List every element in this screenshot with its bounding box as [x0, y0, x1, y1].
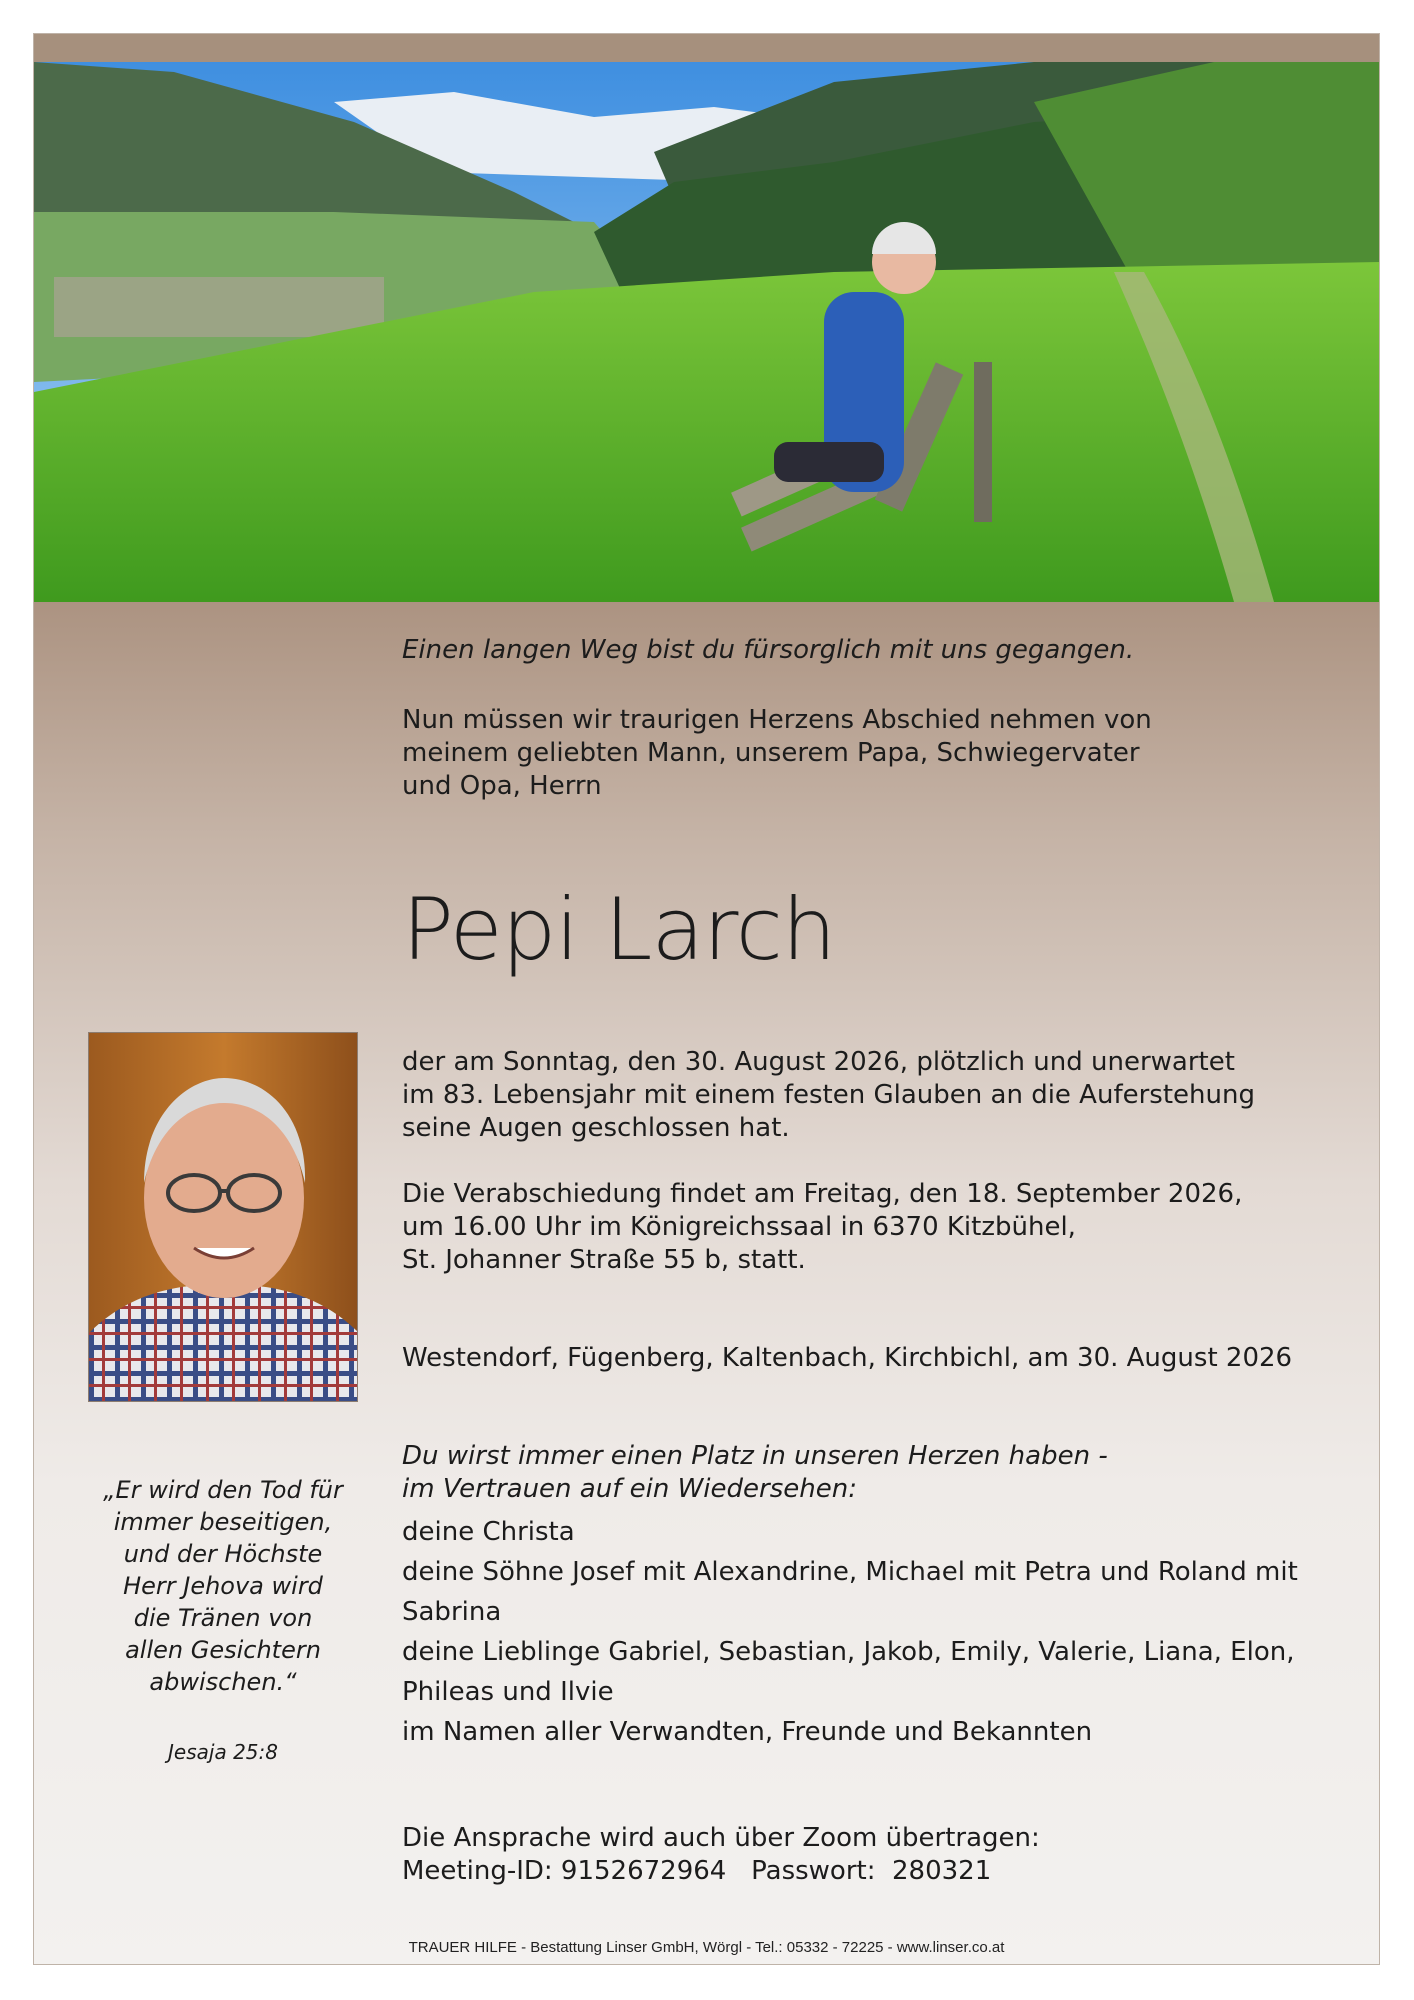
intro-line: Nun müssen wir traurigen Herzens Abschied nehmen von — [402, 705, 1152, 735]
family-line: deine Lieblinge Gabriel, Sebastian, Jakob, Emily, Valerie, Liana, Elon, — [402, 1637, 1295, 1667]
footer-imprint: TRAUER HILFE - Bestattung Linser GmbH, Wörgl - Tel.: 05332 - 72225 - www.linser.co.at — [408, 1939, 1005, 1956]
quote-reference: Jesaja 25:8 — [168, 1740, 278, 1764]
quote-line: allen Gesichtern — [125, 1636, 321, 1664]
family-line: deine Christa — [402, 1517, 575, 1547]
farewell-line: Du wirst immer einen Platz in unseren Herzen haben - — [402, 1441, 1108, 1471]
zoom-line: Die Ansprache wird auch über Zoom übertragen: — [402, 1823, 1040, 1853]
zoom-credentials: Meeting-ID: 9152672964 Passwort: 280321 — [402, 1856, 992, 1886]
landscape-photo — [34, 62, 1380, 602]
zoom-info — [402, 1822, 1362, 1888]
quote-line: und der Höchste — [123, 1540, 323, 1568]
intro-line: und Opa, Herrn — [402, 771, 602, 801]
places-date: Westendorf, Fügenberg, Kaltenbach, Kirchbichl, am 30. August 2026 — [402, 1343, 1293, 1373]
death-line: im 83. Lebensjahr mit einem festen Glauben an die Auferstehung — [402, 1080, 1255, 1110]
lead-sentence: Einen langen Weg bist du fürsorglich mit uns gegangen. — [402, 635, 1135, 665]
death-line: seine Augen geschlossen hat. — [402, 1113, 790, 1143]
farewell-line: im Vertrauen auf ein Wiedersehen: — [402, 1474, 857, 1504]
family-list — [402, 1512, 1362, 1752]
quote-line: die Tränen von — [133, 1604, 313, 1632]
obituary-card — [33, 33, 1380, 1965]
portrait-photo — [88, 1032, 358, 1402]
death-line: der am Sonntag, den 30. August 2026, plötzlich und unerwartet — [402, 1047, 1235, 1077]
quote-line: immer beseitigen, — [113, 1508, 333, 1536]
family-line: im Namen aller Verwandten, Freunde und Bekannten — [402, 1717, 1093, 1747]
intro-text — [402, 704, 1362, 803]
bible-quote — [94, 1474, 352, 1698]
farewell-text — [402, 1440, 1362, 1506]
quote-line: „Er wird den Tod für — [103, 1476, 343, 1504]
deceased-name: Pepi Larch — [402, 880, 836, 980]
family-line: Phileas und Ilvie — [402, 1677, 614, 1707]
quote-line: abwischen.“ — [149, 1668, 297, 1696]
top-band — [34, 34, 1379, 62]
service-line: Die Verabschiedung findet am Freitag, den 18. September 2026, — [402, 1179, 1243, 1209]
service-line: um 16.00 Uhr im Königreichssaal in 6370 Kitzbühel, — [402, 1212, 1076, 1242]
service-line: St. Johanner Straße 55 b, statt. — [402, 1245, 806, 1275]
death-text — [402, 1046, 1362, 1145]
family-line: deine Söhne Josef mit Alexandrine, Michael mit Petra und Roland mit Sabrina — [402, 1557, 1298, 1627]
intro-line: meinem geliebten Mann, unserem Papa, Schwiegervater — [402, 738, 1140, 768]
service-text — [402, 1178, 1362, 1277]
quote-line: Herr Jehova wird — [123, 1572, 323, 1600]
